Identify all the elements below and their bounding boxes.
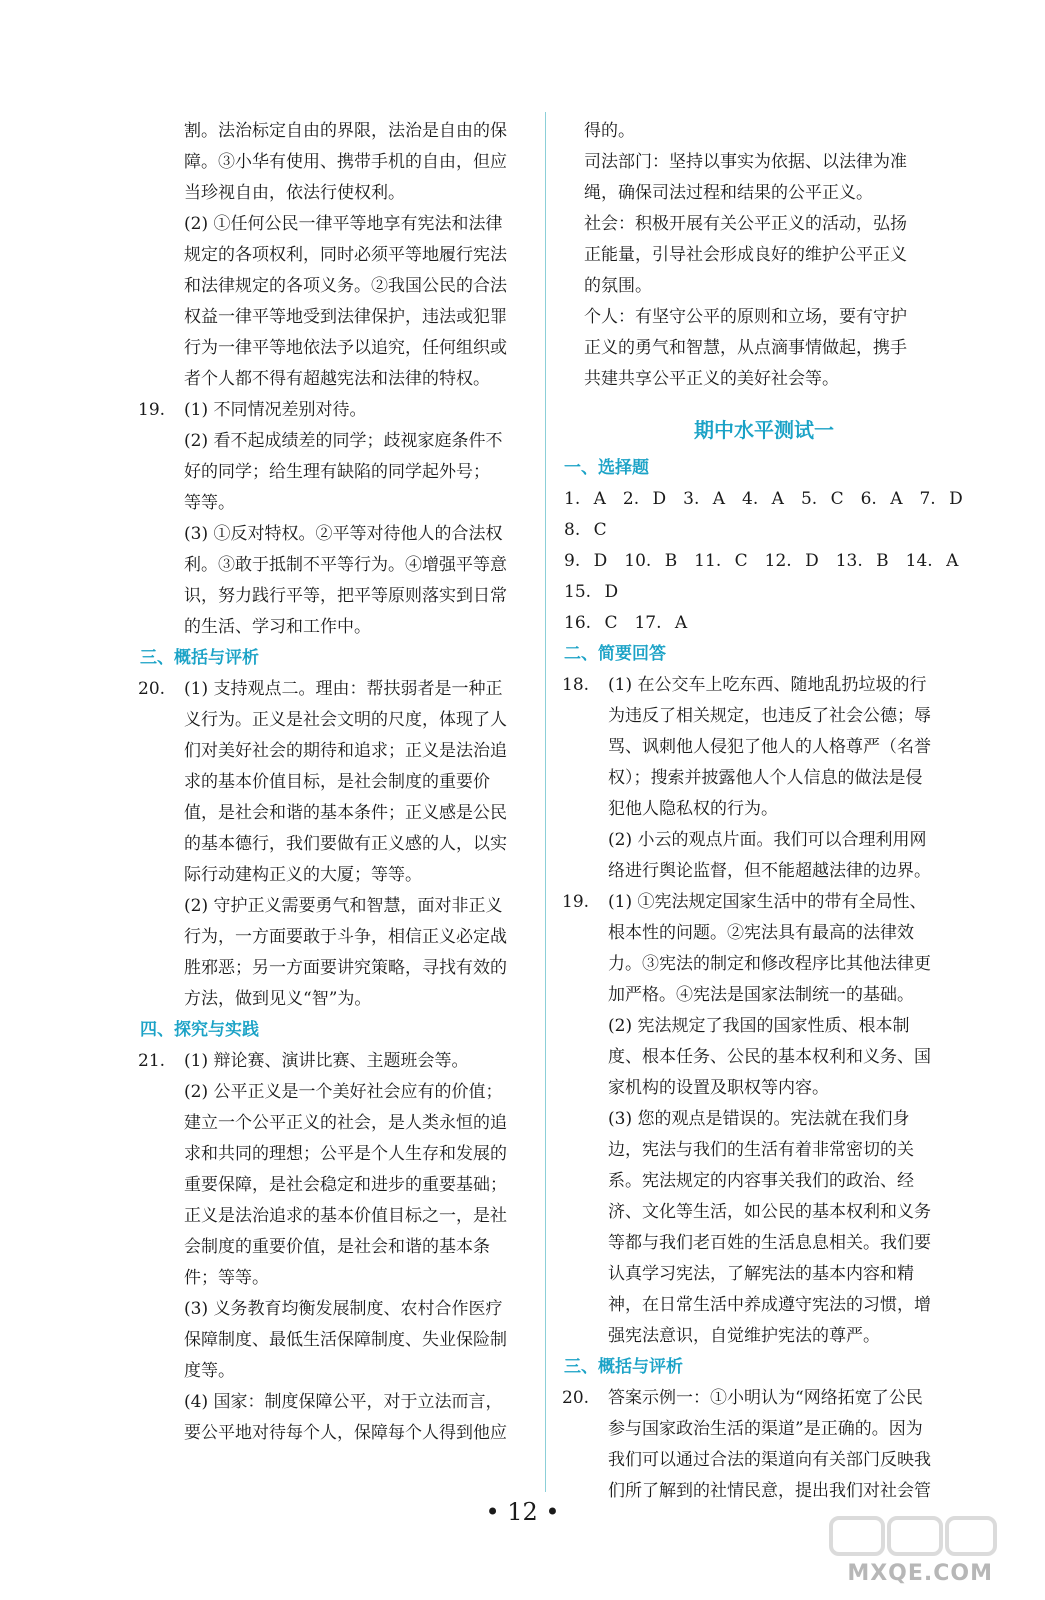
text-line: 要公平地对待每个人，保障每个人得到他应 — [184, 1423, 507, 1443]
text-line: 利。③敢于抵制不平等行为。④增强平等意 — [184, 555, 507, 575]
choice-row: 16. C 17. A — [564, 613, 688, 633]
text-line: 建立一个公平正义的社会，是人类永恒的追 — [184, 1113, 507, 1133]
text-line: 规定的各项权利，同时必须平等地履行宪法 — [184, 245, 507, 265]
text-line: 犯他人隐私权的行为。 — [608, 799, 778, 819]
text-line: 们对美好社会的期待和追求；正义是法治追 — [184, 741, 507, 761]
question-number: 20. — [562, 1388, 590, 1408]
text-line: 等都与我们老百姓的生活息息相关。我们要 — [608, 1233, 931, 1253]
text-line: 的生活、学习和工作中。 — [184, 617, 371, 637]
question-number: 19. — [562, 892, 590, 912]
choice-row: 1. A 2. D 3. A 4. A 5. C 6. A 7. D 8. C — [564, 489, 980, 540]
text-line: (2) 小云的观点片面。我们可以合理利用网 — [608, 830, 927, 850]
text-line: 加严格。④宪法是国家法制统一的基础。 — [608, 985, 914, 1005]
text-line: 好的同学；给生理有缺陷的同学起外号； — [184, 462, 490, 482]
section-heading: 二、简要回答 — [564, 644, 666, 664]
page-number: • 12 • — [485, 1498, 560, 1526]
text-line: 行为一律平等地依法予以追究，任何组织或 — [184, 338, 507, 358]
text-line: 答案示例一：①小明认为“网络拓宽了公民 — [608, 1388, 923, 1408]
text-line: 系。宪法规定的内容事关我们的政治、经 — [608, 1171, 914, 1191]
text-line: 割。法治标定自由的界限，法治是自由的保 — [184, 121, 507, 141]
column-divider — [545, 112, 546, 1492]
text-line: (3) 您的观点是错误的。宪法就在我们身 — [608, 1109, 910, 1129]
text-line: 义行为。正义是社会文明的尺度，体现了人 — [184, 710, 507, 730]
text-line: 者个人都不得有超越宪法和法律的特权。 — [184, 369, 490, 389]
question-19-block — [564, 887, 964, 1352]
text-line: (1) 在公交车上吃东西、随地乱扔垃圾的行 — [608, 675, 927, 695]
text-line: 的基本德行，我们要做有正义感的人，以实 — [184, 834, 507, 854]
watermark-text: MXQE.COM — [847, 1561, 993, 1586]
text-line: 神，在日常生活中养成遵守宪法的习惯，增 — [608, 1295, 931, 1315]
text-line: 方法，做到见义“智”为。 — [184, 989, 372, 1009]
text-line: 求的基本价值目标，是社会制度的重要价 — [184, 772, 490, 792]
text-line: 重要保障，是社会稳定和进步的重要基础； — [184, 1175, 507, 1195]
test-title: 期中水平测试一 — [694, 418, 834, 442]
text-line: 我们可以通过合法的渠道向有关部门反映我 — [608, 1450, 931, 1470]
text-line: 得的。 — [584, 121, 635, 141]
text-line: 的氛围。 — [584, 276, 652, 296]
text-line: 绳，确保司法过程和结果的公平正义。 — [584, 183, 873, 203]
text-line: 络进行舆论监督，但不能超越法律的边界。 — [608, 861, 931, 881]
text-line: 正能量，引导社会形成良好的维护公平正义 — [584, 245, 907, 265]
question-number: 20. — [138, 679, 166, 699]
question-20-block — [564, 1383, 964, 1507]
text-line: 会制度的重要价值，是社会和谐的基本条 — [184, 1237, 490, 1257]
text-line: (1) 支持观点二。理由：帮扶弱者是一种正 — [184, 679, 503, 699]
text-line: (2) ①任何公民一律平等地享有宪法和法律 — [184, 214, 503, 234]
text-line: (2) 守护正义需要勇气和智慧，面对非正义 — [184, 896, 503, 916]
text-line: 正义是法治追求的基本价值目标之一，是社 — [184, 1206, 507, 1226]
text-line: 度、根本任务、公民的基本权利和义务、国 — [608, 1047, 931, 1067]
text-line: (4) 国家：制度保障公平，对于立法而言， — [184, 1392, 503, 1412]
multiple-choice-answers — [564, 484, 980, 639]
text-line: 识，努力践行平等，把平等原则落实到日常 — [184, 586, 507, 606]
text-line: (2) 公平正义是一个美好社会应有的价值； — [184, 1082, 503, 1102]
section-heading: 三、概括与评析 — [564, 1357, 683, 1377]
question-18-block — [564, 670, 964, 887]
text-line: 边，宪法与我们的生活有着非常密切的关 — [608, 1140, 914, 1160]
section-heading: 四、探究与实践 — [140, 1020, 259, 1040]
right-column — [562, 116, 980, 1507]
text-line: 件；等等。 — [184, 1268, 269, 1288]
text-line: (1) ①宪法规定国家生活中的带有全局性、 — [608, 892, 927, 912]
continued-answer-block — [564, 116, 964, 395]
text-line: (2) 看不起成绩差的同学；歧视家庭条件不 — [184, 431, 503, 451]
text-line: 济、文化等生活，如公民的基本权利和义务 — [608, 1202, 931, 1222]
text-line: 障。③小华有使用、携带手机的自由，但应 — [184, 152, 507, 172]
text-line: 际行动建构正义的大厦；等等。 — [184, 865, 422, 885]
text-line: 共建共享公平正义的美好社会等。 — [584, 369, 839, 389]
text-line: 等等。 — [184, 493, 235, 513]
question-number: 19. — [138, 400, 166, 420]
text-line: 权益一律平等地受到法律保护，违法或犯罪 — [184, 307, 507, 327]
text-line: (2) 宪法规定了我国的国家性质、根本制 — [608, 1016, 910, 1036]
question-number: 18. — [562, 675, 590, 695]
text-line: (3) 义务教育均衡发展制度、农村合作医疗 — [184, 1299, 503, 1319]
choice-row: 9. D 10. B 11. C 12. D 13. B 14. A 15. D — [564, 551, 976, 602]
text-line: (3) ①反对特权。②平等对待他人的合法权 — [184, 524, 503, 544]
text-line: 参与国家政治生活的渠道”是正确的。因为 — [608, 1419, 923, 1439]
text-line: 根本性的问题。②宪法具有最高的法律效 — [608, 923, 914, 943]
text-line: 司法部门：坚持以事实为依据、以法律为准 — [584, 152, 907, 172]
text-line: 当珍视自由，依法行使权利。 — [184, 183, 405, 203]
text-line: 权）；搜索并披露他人个人信息的做法是侵 — [608, 768, 923, 788]
text-line: 强宪法意识，自觉维护宪法的尊严。 — [608, 1326, 880, 1346]
text-line: (1) 辩论赛、演讲比赛、主题班会等。 — [184, 1051, 469, 1071]
text-line: 正义的勇气和智慧，从点滴事情做起，携手 — [584, 338, 907, 358]
section-heading: 一、选择题 — [564, 458, 649, 478]
text-line: (1) 不同情况差别对待。 — [184, 400, 367, 420]
text-line: 家机构的设置及职权等内容。 — [608, 1078, 829, 1098]
question-20-block — [140, 674, 528, 1015]
text-line: 社会：积极开展有关公平正义的活动，弘扬 — [584, 214, 907, 234]
text-line: 胜邪恶；另一方面要讲究策略，寻找有效的 — [184, 958, 507, 978]
question-number: 21. — [138, 1051, 166, 1071]
text-line: 为违反了相关规定，也违反了社会公德；辱 — [608, 706, 931, 726]
text-line: 求和共同的理想；公平是个人生存和发展的 — [184, 1144, 507, 1164]
text-line: 个人：有坚守公平的原则和立场，要有守护 — [584, 307, 907, 327]
question-21-block — [140, 1046, 528, 1449]
text-line: 度等。 — [184, 1361, 235, 1381]
text-line: 行为，一方面要敢于斗争，相信正义必定战 — [184, 927, 507, 947]
section-heading: 三、概括与评析 — [140, 648, 259, 668]
question-19-block — [140, 395, 528, 643]
text-line: 力。③宪法的制定和修改程序比其他法律更 — [608, 954, 931, 974]
text-line: 和法律规定的各项义务。②我国公民的合法 — [184, 276, 507, 296]
text-line: 值，是社会和谐的基本条件；正义感是公民 — [184, 803, 507, 823]
continued-answer-block — [140, 116, 528, 395]
left-column — [140, 116, 528, 1449]
text-line: 们所了解到的社情民意，提出我们对社会管 — [608, 1481, 931, 1501]
text-line: 保障制度、最低生活保障制度、失业保险制 — [184, 1330, 507, 1350]
text-line: 认真学习宪法，了解宪法的基本内容和精 — [608, 1264, 914, 1284]
text-line: 骂、讽刺他人侵犯了他人的人格尊严（名誉 — [608, 737, 931, 757]
